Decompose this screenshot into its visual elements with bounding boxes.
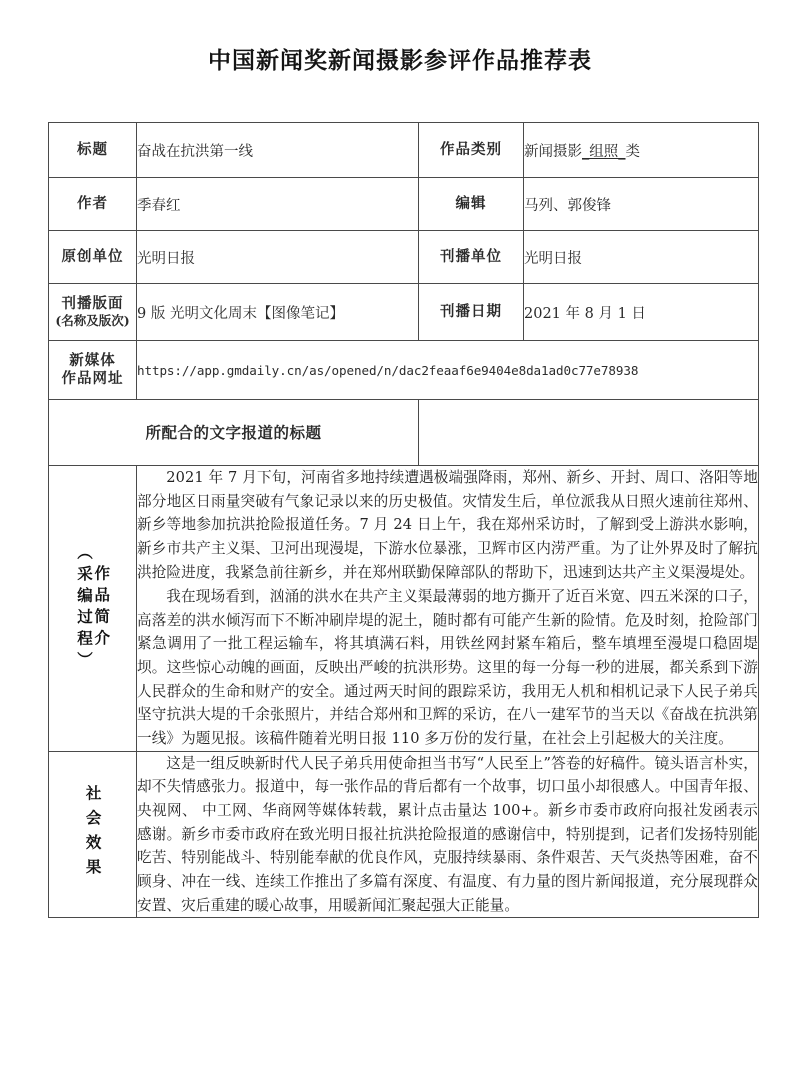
table-row-author [49,178,759,231]
label-work-intro-col1: 作品简介 [92,565,112,652]
recommendation-form-table [48,122,759,918]
vertical-label-wrap-effect [49,785,136,883]
value-social-effect [137,751,759,917]
value-author: 季春红 [137,178,419,231]
label-publish-page-sub: (名称及版次) [55,313,130,329]
label-title: 标题 [49,123,137,178]
category-prefix: 新闻摄影 [524,143,582,160]
value-new-media-url[interactable]: https://app.gmdaily.cn/as/opened/n/dac2feaaf6e9404e8da1ad0c77e78938 [137,341,759,400]
table-row-origin-unit [49,231,759,284]
work-intro-paragraph-2: 我在现场看到，汹涌的洪水在共产主义渠最薄弱的地方撕开了近百米宽、四五米深的口子，高落差的洪水倾泻而下不断冲刷岸堤的泥土，随时都有可能产生新的险情。危及时刻，抢险部门紧急调用了一批工程运输车，将其填满石料，用铁丝网封紧车箱后，整车填埋至漫堤口稳固堤坝。这些惊心动魄的画面，反映出严峻的抗洪形势。这里的每一分每一秒的进展，都关系到下游人民群众的生命和财产的安全。通过两天时间的跟踪采访，我用无人机和相机记录下人民子弟兵坚守抗洪大堤的千余张照片，并结合郑州和卫辉的采访，在八一建军节的当天以《奋战在抗洪第一线》为题见报。该稿件随着光明日报 110 多万份的发行量，在社会上引起极大的关注度。 [137,588,758,748]
table-row-title [49,123,759,178]
vertical-label-wrap [49,544,136,673]
table-row-publish-page [49,284,759,341]
label-social-effect [49,751,137,917]
page-title: 中国新闻奖新闻摄影参评作品推荐表 [208,47,592,74]
label-new-media-line2: 作品网址 [61,370,124,387]
label-social-effect-text: 社会效果 [83,785,103,884]
label-publish-page-main: 刊播版面 [61,295,124,313]
social-effect-paragraph-1: 这是一组反映新时代人民子弟兵用使命担当书写“人民至上”答卷的好稿件。镜头语言朴实，却不失情感张力。报道中，每一张作品的背后都有一个故事，切口虽小却很感人。中国青年报、央视网、 中工网、华商网等媒体转载，累计点击量达 100+。新乡市委市政府向报社发函表示感谢。新乡市委市政府在致光明日报社抗洪抢险报道的感谢信中，特别提到，记者们发扬特别能吃苦、特别能战斗、特别能奉献的优良作风，克服持续暴雨、条件艰苦、天气炎热等困难，奋不顾身、冲在一线、连续工作推出了多篇有深度、有温度、有力量的图片新闻报道，充分展现群众安置、灾后重建的暖心故事，用暖新闻汇聚起强大正能量。 [137,754,758,914]
value-work-intro [137,466,759,752]
value-publish-unit: 光明日报 [524,231,759,284]
value-publish-date: 2021 年 8 月 1 日 [524,284,759,341]
table-row-new-media-url [49,341,759,400]
label-publish-page [49,284,137,341]
label-work-category: 作品类别 [419,123,524,178]
value-editor: 马列、郭俊锋 [524,178,759,231]
label-publish-unit: 刊播单位 [419,231,524,284]
label-editor: 编辑 [419,178,524,231]
value-work-category [524,123,759,178]
table-row-companion-headline [49,400,759,466]
label-author: 作者 [49,178,137,231]
table-row-social-effect [49,751,759,917]
label-origin-unit: 原创单位 [49,231,137,284]
value-origin-unit: 光明日报 [137,231,419,284]
value-companion-headline [419,400,759,466]
label-publish-date: 刊播日期 [419,284,524,341]
work-intro-paragraph-1: 2021 年 7 月下旬，河南省多地持续遭遇极端强降雨，郑州、新乡、开封、周口、洛阳等地部分地区日雨量突破有气象记录以来的历史极值。灾情发生后，单位派我从日照火速前往郑州、新乡等地参加抗洪抢险报道任务。7 月 24 日上午，我在郑州采访时，了解到受上游洪水影响，新乡市共产主义渠、卫河出现漫堤，下游水位暴涨，卫辉市区内涝严重。为了让外界及时了解抗洪抢险进度，我紧急前往新乡，并在郑州联勤保障部队的帮助下，迅速到达共产主义渠漫堤处。 [137,469,758,581]
label-new-media-line1: 新媒体 [69,351,116,369]
label-new-media-url [49,341,137,400]
label-work-intro [49,466,137,752]
label-work-intro-col2: （采编过程） [75,543,94,673]
label-companion-headline: 所配合的文字报道的标题 [49,400,419,466]
category-underlined: _组照_ [582,143,626,160]
table-row-work-intro [49,466,759,752]
value-title: 奋战在抗洪第一线 [137,123,419,178]
value-publish-page: 9 版 光明文化周末【图像笔记】 [137,284,419,341]
category-suffix: 类 [625,143,640,160]
